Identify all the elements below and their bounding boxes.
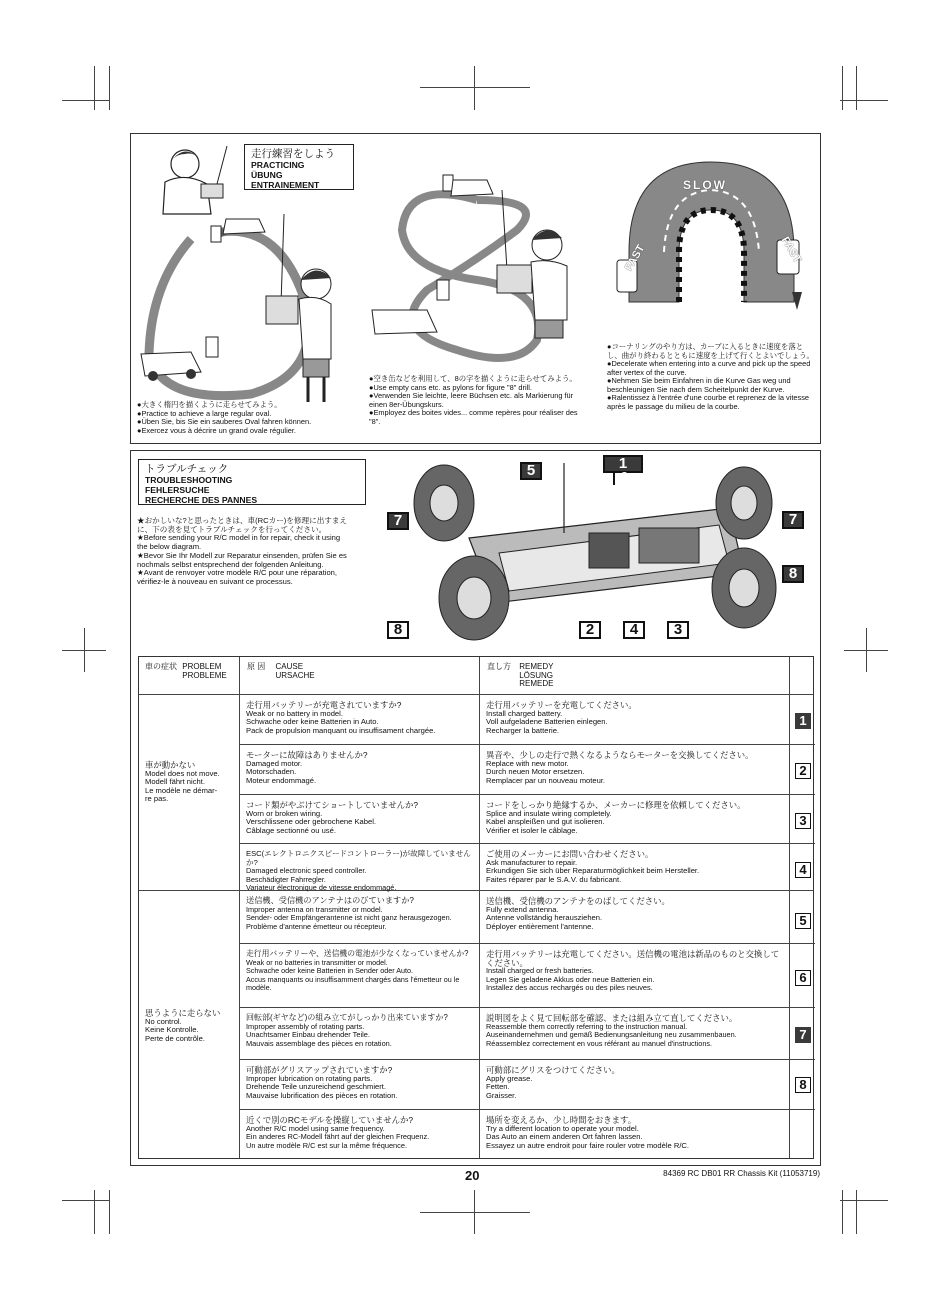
table-text-line: Un autre modèle R/C est sur la même fréquence. (246, 1140, 408, 1150)
table-text-line: 可動部にグリスをつけてください。 (486, 1065, 620, 1075)
callout-number: 5 (526, 462, 536, 479)
callout-number: 6 (613, 471, 633, 485)
table-text-line: Reassemble them correctly referring to the instruction manual. (486, 1021, 688, 1031)
table-text-line: Improper assembly of rotating parts. (246, 1021, 365, 1031)
table-text-line: Legen Sie geladene Akkus oder neue Batterien ein. (486, 974, 655, 984)
table-text-line: Antenne vollständig herausziehen. (486, 913, 603, 923)
table-text-line: Das Auto an einem anderen Ort fahren lassen. (486, 1132, 643, 1142)
callout-5 (520, 462, 542, 480)
page-number: 20 (465, 1168, 480, 1183)
table-text-line: Install charged or fresh batteries. (486, 966, 594, 976)
oval-caption-fr: ●Exercez vous à décrire un grand ovale régulier. (137, 425, 296, 435)
row-4-cause (246, 850, 478, 893)
curve-caption-fr: ●Ralentissez à l'entrée d'une courbe et reprenez de la vitesse après le passage du milieu de la courbe. (607, 393, 810, 411)
row-2-number: 2 (795, 763, 811, 779)
figure8-caption-en: ●Use empty cans etc. as pylons for figure "8" drill. (369, 382, 532, 392)
troubleshooting-title-de: FEHLERSUCHE (145, 485, 210, 495)
row-1-cause (246, 701, 476, 735)
table-text-line: Recharger la batterie. (486, 725, 560, 735)
problem-2-fr: Perte de contrôle. (145, 1033, 205, 1043)
header-problem (145, 663, 227, 680)
table-text-line: Faites réparer par le S.A.V. du fabricant. (486, 874, 622, 884)
table-text-line: Improper antenna on transmitter or model. (246, 904, 383, 914)
row-9-remedy (486, 1116, 786, 1150)
intro-fr: ★Avant de renvoyer votre modèle R/C pour une réparation, vérifiez-le à nouveau en suivant ce processus. (137, 568, 337, 586)
table-text-line: Installez des accus rechargés ou des piles neuves. (486, 983, 653, 993)
table-text-line: Graisser. (486, 1090, 517, 1100)
troubleshooting-intro (137, 517, 349, 587)
problem-1 (145, 761, 237, 804)
table-text-line: Weak or no batteries in transmitter or model. (246, 957, 388, 967)
table-text-line: 説明図をよく見て回転部を確認、または組み立て直してください。 (486, 1013, 738, 1023)
oval-caption-jp: ●大きく楕円を描くように走らせてみよう。 (137, 400, 282, 409)
table-text-line: Fetten. (486, 1082, 510, 1092)
row-7-number: 7 (795, 1027, 811, 1043)
callout-8-left (387, 621, 409, 639)
table-text-line: Ein anderes RC-Modell fährt auf der gleichen Frequenz. (246, 1132, 430, 1142)
table-text-line: Problème d'antenne émetteur ou récepteur. (246, 921, 387, 931)
curve-caption-jp: ●コーナリングのやり方は、カーブに入るときに速度を落とし、曲がり終わるとともに速度を上げて行くとよいでしょう。 (607, 342, 814, 360)
problem-1-fr-cont: re pas. (145, 794, 169, 804)
table-text-line: Voll aufgeladene Batterien einlegen. (486, 717, 608, 727)
callout-number: 2 (585, 621, 595, 638)
table-text-line: Vérifier et isoler le câblage. (486, 825, 578, 835)
header-remedy-jp: 直し方 (487, 662, 511, 671)
crop-mark (842, 66, 843, 110)
table-text-line: 走行用バッテリーや、送信機の電池が少なくなっていませんか? (246, 949, 469, 958)
table-text-line: コード類がやぶけてショートしていませんか? (246, 800, 418, 810)
table-text-line: 走行用バッテリーは充電してください。送信機の電池は新品のものと交換してください。 (486, 949, 780, 968)
table-text-line: Beschädigter Fahrregler. (246, 874, 326, 884)
row-3-number: 3 (795, 813, 811, 829)
header-cause-de: URSACHE (275, 670, 315, 680)
troubleshooting-title-box (138, 459, 366, 505)
row-5-remedy (486, 897, 786, 931)
troubleshooting-section (130, 450, 821, 1166)
callout-number: 1 (618, 455, 628, 472)
crop-mark (866, 628, 867, 672)
table-text-line: Accus manquants ou insuffisamment chargés dans l'émetteur ou le modèle. (246, 974, 460, 993)
header-remedy-en: REMEDY (519, 662, 554, 671)
crop-mark (856, 66, 857, 110)
row-3-remedy (486, 801, 786, 835)
row-2-remedy (486, 751, 786, 785)
figure8-caption-de: ●Verwenden Sie leichte, leere Büchsen etc. als Markierung für einen 8er-Übungskurs. (369, 391, 574, 409)
table-text-line: Erkundigen Sie sich über Reparaturmöglichkeit beim Hersteller. (486, 866, 700, 876)
header-problem-fr: PROBLEME (182, 670, 227, 680)
row-8-remedy (486, 1066, 786, 1100)
table-text-line: 走行用バッテリーが充電されていますか? (246, 700, 402, 710)
crop-mark (856, 1190, 857, 1234)
callout-number: 3 (673, 621, 683, 638)
table-text-line: Replace with new motor. (486, 758, 569, 768)
header-cause-jp: 原 因 (247, 662, 266, 671)
table-text-line: Weak or no battery in model. (246, 708, 343, 718)
table-text-line: Variateur électronique de vitesse endommagé. (246, 883, 397, 893)
track-slow-label: SLOW (683, 178, 727, 192)
curve-caption-de: ●Nehmen Sie beim Einfahren in die Kurve Gas weg und beschleunigen Sie nach dem Scheitelpunkt der Kurve. (607, 376, 791, 394)
troubleshooting-title-fr: RECHERCHE DES PANNES (145, 495, 258, 505)
row-1-remedy (486, 701, 786, 735)
callout-number: 8 (393, 621, 403, 638)
table-text-line: Damaged motor. (246, 758, 303, 768)
oval-course-illustration (131, 204, 371, 414)
header-cause (247, 663, 315, 680)
figure8-caption (369, 375, 581, 426)
header-remedy (487, 663, 553, 689)
header-remedy-fr: REMEDE (519, 679, 554, 688)
practice-title-en: PRACTICING (251, 160, 305, 170)
crop-mark (62, 1200, 110, 1201)
crop-mark (840, 100, 888, 101)
row-3-cause (246, 801, 476, 835)
table-text-line: Mauvaise lubrification des pièces en rotation. (246, 1090, 398, 1100)
crop-mark (842, 1190, 843, 1234)
row-1-number: 1 (795, 713, 811, 729)
callout-3 (667, 621, 689, 639)
curve-caption-en: ●Decelerate when entering into a curve and pick up the speed after vertex of the curve. (607, 359, 811, 377)
table-text-line: Déployer entièrement l'antenne. (486, 921, 594, 931)
table-text-line: Ask manufacturer to repair. (486, 857, 578, 867)
problem-2-jp: 思うように走らない (145, 1008, 221, 1018)
track-fast-label-left: FAST (622, 242, 648, 274)
crop-mark (94, 1190, 95, 1234)
chassis-illustration (399, 463, 809, 653)
intro-jp: ★おかしいな?と思ったときは、車(RCカー)を修理に出すまえに、下の表を見てトラブルチェックを行ってください。 (137, 516, 348, 534)
table-text-line: Another R/C model using same frequency. (246, 1123, 385, 1133)
row-4-number: 4 (795, 862, 811, 878)
table-text-line: ESC(エレクトロニクスピードコントローラー)が故障していませんか? (246, 849, 471, 867)
table-text-line: 可動部がグリスアップされていますか? (246, 1065, 393, 1075)
table-text-line: 回転部(ギヤなど)の組み立てがしっかり出来ていますか? (246, 1013, 448, 1022)
table-text-line: Fully extend antenna. (486, 904, 559, 914)
header-problem-en: PROBLEM (182, 662, 222, 671)
crop-mark (840, 1200, 888, 1201)
problem-1-en: Model does not move. (145, 768, 220, 778)
table-text-line: Réassemblez correctement en vous référant au manuel d'instructions. (486, 1038, 713, 1048)
oval-caption (137, 401, 347, 435)
table-text-line: Apply grease. (486, 1073, 533, 1083)
table-text-line: Schwache oder keine Batterien in Auto. (246, 717, 379, 727)
table-text-line: 走行用バッテリーを充電してください。 (486, 700, 637, 710)
practice-title-de: ÜBUNG (251, 170, 283, 180)
oval-caption-de: ●Üben Sie, bis Sie ein sauberes Oval fahren können. (137, 417, 312, 426)
intro-en: ★Before sending your R/C model in for repair, check it using the below diagram. (137, 533, 341, 552)
curve-caption (607, 343, 815, 411)
troubleshooting-title-jp: トラブルチェック (145, 463, 229, 475)
table-text-line: Verschlissene oder gebrochene Kabel. (246, 817, 377, 827)
crop-mark (474, 66, 475, 110)
row-7-cause (246, 1014, 478, 1048)
callout-7-left (387, 512, 409, 530)
callout-8-right (782, 565, 804, 583)
row-6-number: 6 (795, 970, 811, 986)
crop-mark (109, 1190, 110, 1234)
table-text-line: Improper lubrication on rotating parts. (246, 1073, 373, 1083)
callout-number: 8 (788, 565, 798, 582)
crop-mark (84, 628, 85, 672)
table-text-line: Mauvais assemblage des pièces en rotation. (246, 1038, 392, 1048)
header-cause-en: CAUSE (275, 662, 304, 671)
crop-mark (420, 87, 530, 88)
callout-7-right (782, 511, 804, 529)
callout-4 (623, 621, 645, 639)
table-text-line: Motorschaden. (246, 767, 297, 777)
problem-2 (145, 1009, 237, 1043)
crop-mark (420, 1212, 530, 1213)
table-text-line: Auseinandernehmen und gemäß Bedienungsanleitung neu zusammenbauen. (486, 1030, 737, 1040)
table-text-line: Splice and insulate wiring completely. (486, 808, 612, 818)
practice-section (130, 133, 821, 444)
header-problem-jp: 車の症状 (145, 662, 177, 671)
row-4-remedy (486, 850, 786, 884)
table-text-line: Kabel anspleißen und gut isolieren. (486, 817, 605, 827)
table-text-line: 送信機、受信機のアンテナをのばしてください。 (486, 896, 670, 906)
crop-mark (62, 100, 110, 101)
callout-number: 7 (393, 512, 403, 529)
table-text-line: Essayez un autre endroit pour faire rouler votre modèle R/C. (486, 1140, 690, 1150)
intro-de: ★Bevor Sie Ihr Modell zur Reparatur einsenden, prüfen Sie es nochmals selbst entsprechend der folgenden Anleitung. (137, 550, 347, 569)
table-text-line: Pack de propulsion manquant ou insuffisament chargée. (246, 725, 436, 735)
table-text-line: 場所を変えるか、少し時間をおきます。 (486, 1115, 637, 1125)
row-9-cause (246, 1116, 478, 1150)
table-text-line: ご使用のメーカーにお問い合わせください。 (486, 849, 654, 859)
problem-1-fr: Le modèle ne démar- (145, 785, 218, 795)
table-text-line: Unachtsamer Einbau drehender Teile. (246, 1030, 370, 1040)
figure-eight-course-illustration (367, 170, 587, 370)
callout-1-6 (603, 455, 643, 486)
figure8-caption-fr: ●Employez des boites vides... comme repères pour réaliser des "8". (369, 408, 578, 426)
oval-caption-en: ●Practice to achieve a large regular oval. (137, 408, 272, 418)
problem-1-jp: 車が動かない (145, 760, 196, 770)
table-text-line: 異音や、少しの走行で熱くなるようならモーターを交換してください。 (486, 750, 754, 760)
kit-name: 84369 RC DB01 RR Chassis Kit (11053719) (663, 1169, 820, 1178)
row-7-remedy (486, 1014, 786, 1048)
row-2-cause (246, 751, 476, 785)
table-text-line: モーターに故障はありませんか? (246, 750, 368, 760)
troubleshooting-table (138, 656, 814, 1159)
table-text-line: Câblage sectionné ou usé. (246, 825, 336, 835)
practice-title-box (244, 144, 354, 190)
table-text-line: Moteur endommagé. (246, 775, 317, 785)
table-text-line: Sender- oder Empfängerantenne ist nicht ganz herausgezogen. (246, 913, 452, 923)
crop-mark (474, 1190, 475, 1234)
troubleshooting-title-en: TROUBLESHOOTING (145, 475, 233, 485)
problem-2-en: No control. (145, 1016, 182, 1026)
practice-title-fr: ENTRAINEMENT (251, 180, 320, 190)
figure8-caption-jp: ●空き缶などを利用して、8の字を描くように走らせてみよう。 (369, 374, 577, 383)
table-text-line: Damaged electronic speed controller. (246, 866, 367, 876)
row-5-cause (246, 897, 478, 931)
callout-2 (579, 621, 601, 639)
table-text-line: Drehende Teile unzureichend geschmiert. (246, 1082, 387, 1092)
table-text-line: Remplacer par un nouveau moteur. (486, 775, 606, 785)
track-fast-label-right: FAST (778, 234, 804, 266)
row-6-remedy (486, 950, 784, 993)
table-text-line: Worn or broken wiring. (246, 808, 323, 818)
table-text-line: Try a different location to operate your model. (486, 1123, 639, 1133)
table-text-line: 送信機、受信機のアンテナはのびていますか? (246, 896, 414, 905)
table-text-line: Schwache oder keine Batterien in Sender oder Auto. (246, 966, 414, 976)
row-8-number: 8 (795, 1077, 811, 1093)
row-6-cause (246, 950, 478, 993)
crop-mark (94, 66, 95, 110)
row-5-number: 5 (795, 913, 811, 929)
header-remedy-de: LÖSUNG (519, 670, 554, 680)
table-text-line: Durch neuen Motor ersetzen. (486, 767, 585, 777)
callout-number: 7 (788, 511, 798, 528)
problem-2-de: Keine Kontrolle. (145, 1025, 199, 1035)
row-8-cause (246, 1066, 476, 1100)
practice-title-jp: 走行練習をしよう (251, 148, 335, 160)
table-text-line: コードをしっかり絶縁するか、メーカーに修理を依頼してください。 (486, 800, 746, 810)
table-text-line: Install charged battery. (486, 708, 563, 718)
table-text-line: 近くで別のRCモデルを操縦していませんか? (246, 1115, 414, 1125)
problem-1-de: Modell fährt nicht. (145, 777, 205, 787)
crop-mark (109, 66, 110, 110)
callout-number: 4 (629, 621, 639, 638)
